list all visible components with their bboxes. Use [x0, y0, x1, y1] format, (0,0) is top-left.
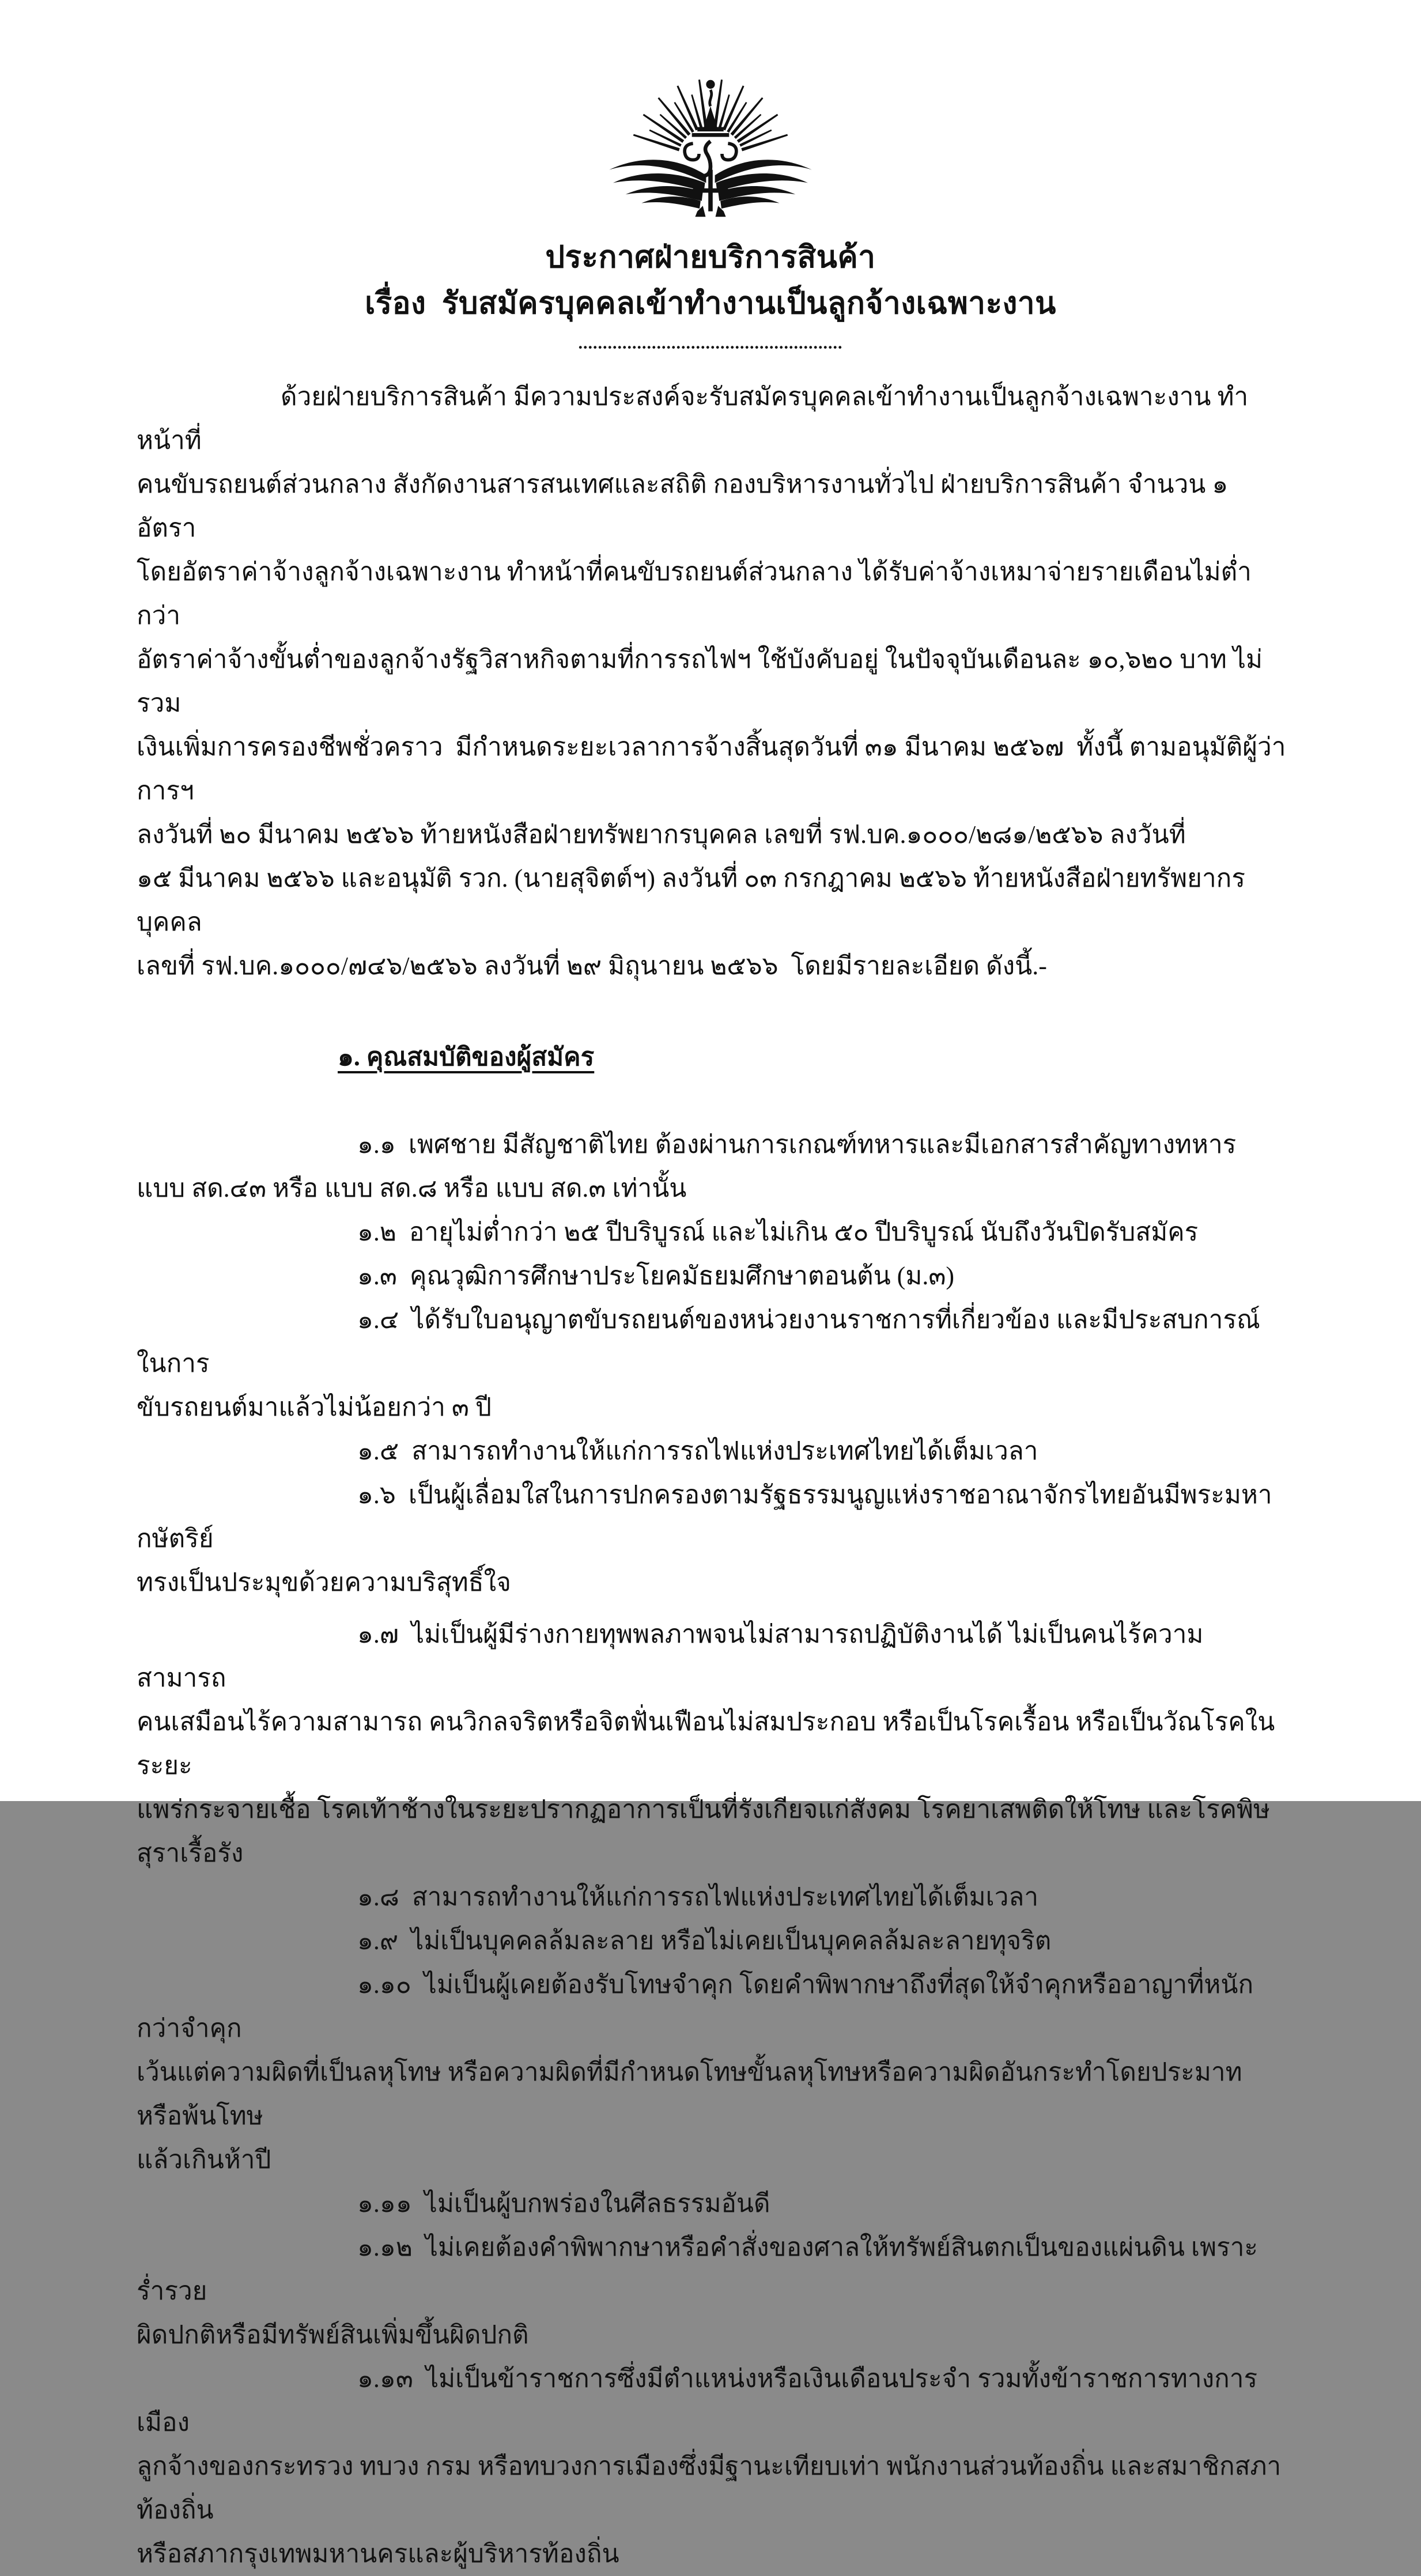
intro-line: เลขที่ รฟ.บค.๑๐๐๐/๗๔๖/๒๕๖๖ ลงวันที่ ๒๙ มิถุนายน ๒๕๖๖ โดยมีรายละเอียด ดังนี้.-	[137, 952, 1047, 980]
document-body	[0, 375, 1421, 2576]
intro-line: เงินเพิ่มการครองชีพชั่วคราว มีกำหนดระยะเวลาการจ้างสิ้นสุดวันที่ ๓๑ มีนาคม ๒๕๖๗ ทั้งนี้ ตามอนุมัติผู้ว่าการฯ	[137, 733, 1286, 805]
item-1-12-line: ผิดปกติหรือมีทรัพย์สินเพิ่มขึ้นผิดปกติ	[137, 2321, 529, 2349]
intro-line: ๑๕ มีนาคม ๒๕๖๖ และอนุมัติ รวก. (นายสุจิตต์ฯ) ลงวันที่ ๐๓ กรกฎาคม ๒๕๖๖ ท้ายหนังสือฝ่ายทรัพยากรบุคคล	[137, 864, 1245, 936]
item-1-5-line: ๑.๕ สามารถทำงานให้แก่การรถไฟแห่งประเทศไทยได้เต็มเวลา	[357, 1437, 1038, 1465]
intro-line: อัตราค่าจ้างขั้นต่ำของลูกจ้างรัฐวิสาหกิจตามที่การรถไฟฯ ใช้บังคับอยู่ ในปัจจุบันเดือนละ ๑๐,๖๒๐ บาท ไม่รวม	[137, 645, 1263, 717]
title-block	[0, 234, 1421, 327]
item-1-10-line: แล้วเกินห้าปี	[137, 2146, 271, 2174]
item-1-7-line: ๑.๗ ไม่เป็นผู้มีร่างกายทุพพลภาพจนไม่สามารถปฏิบัติงานได้ ไม่เป็นคนไร้ความสามารถ	[137, 1620, 1204, 1692]
item-1-13-line: ๑.๑๓ ไม่เป็นข้าราชการซึ่งมีตำแหน่งหรือเงินเดือนประจำ รวมทั้งข้าราชการทางการเมือง	[137, 2365, 1258, 2437]
item-1-9-line: ๑.๙ ไม่เป็นบุคคลล้มละลาย หรือไม่เคยเป็นบุคคลล้มละลายทุจริต	[357, 1927, 1052, 1955]
intro-line: ลงวันที่ ๒๐ มีนาคม ๒๕๖๖ ท้ายหนังสือฝ่ายทรัพยากรบุคคล เลขที่ รฟ.บค.๑๐๐๐/๒๘๑/๒๕๖๖ ลงวันที่	[137, 820, 1186, 849]
section1-heading-text: ๑. คุณสมบัติของผู้สมัคร	[338, 1043, 595, 1071]
document-subject: เรื่อง รับสมัครบุคคลเข้าทำงานเป็นลูกจ้างเฉพาะงาน	[365, 287, 1056, 320]
item-1-4-line: ขับรถยนต์มาแล้วไม่น้อยกว่า ๓ ปี	[137, 1393, 492, 1421]
item-1-7-line: แพร่กระจายเชื้อ โรคเท้าช้างในระยะปรากฏอาการเป็นที่รังเกียจแก่สังคม โรคยาเสพติดให้โทษ และโรคพิษสุราเรื้อรัง	[137, 1795, 1271, 1867]
item-1-4-line: ๑.๔ ได้รับใบอนุญาตขับรถยนต์ของหน่วยงานราชการที่เกี่ยวข้อง และมีประสบการณ์ในการ	[137, 1306, 1260, 1378]
item-1-13-line: หรือสภากรุงเทพมหานครและผู้บริหารท้องถิ่น	[137, 2540, 619, 2568]
railway-emblem-logo	[601, 45, 820, 231]
item-1-12-line: ๑.๑๒ ไม่เคยต้องคำพิพากษาหรือคำสั่งของศาลให้ทรัพย์สินตกเป็นของแผ่นดิน เพราะร่ำรวย	[137, 2233, 1259, 2305]
item-1-6-line: ๑.๖ เป็นผู้เลื่อมใสในการปกครองตามรัฐธรรมนูญแห่งราชอาณาจักรไทยอันมีพระมหากษัตริย์	[137, 1481, 1272, 1553]
item-1-1-line: แบบ สด.๔๓ หรือ แบบ สด.๘ หรือ แบบ สด.๓ เท่านั้น	[137, 1174, 687, 1202]
item-1-13-line: ลูกจ้างของกระทรวง ทบวง กรม หรือทบวงการเมืองซึ่งมีฐานะเทียบเท่า พนักงานส่วนท้องถิ่น และสมาชิกสภาท้องถิ่น	[137, 2452, 1282, 2524]
item-1-10-line: ๑.๑๐ ไม่เป็นผู้เคยต้องรับโทษจำคุก โดยคำพิพากษาถึงที่สุดให้จำคุกหรืออาญาที่หนักกว่าจำคุก	[137, 1970, 1254, 2042]
intro-line: โดยอัตราค่าจ้างลูกจ้างเฉพาะงาน ทำหน้าที่คนขับรถยนต์ส่วนกลาง ได้รับค่าจ้างเหมาจ่ายรายเดือนไม่ต่ำกว่า	[137, 558, 1252, 630]
intro-line: ด้วยฝ่ายบริการสินค้า มีความประสงค์จะรับสมัครบุคคลเข้าทำงานเป็นลูกจ้างเฉพาะงาน ทำหน้าที่	[137, 383, 1249, 455]
item-1-3-line: ๑.๓ คุณวุฒิการศึกษาประโยคมัธยมศึกษาตอนต้น (ม.๓)	[357, 1262, 955, 1290]
item-1-11-line: ๑.๑๑ ไม่เป็นผู้บกพร่องในศีลธรรมอันดี	[357, 2189, 770, 2218]
item-1-1-line: ๑.๑ เพศชาย มีสัญชาติไทย ต้องผ่านการเกณฑ์ทหารและมีเอกสารสำคัญทางทหาร	[357, 1130, 1237, 1159]
item-1-2-line: ๑.๒ อายุไม่ต่ำกว่า ๒๕ ปีบริบูรณ์ และไม่เกิน ๕๐ ปีบริบูรณ์ นับถึงวันปิดรับสมัคร	[357, 1218, 1199, 1246]
logo-container	[0, 0, 1421, 231]
item-1-6-line: ทรงเป็นประมุขด้วยความบริสุทธิ์ใจ	[137, 1568, 511, 1597]
item-1-10-line: เว้นแต่ความผิดที่เป็นลหุโทษ หรือความผิดที่มีกำหนดโทษขั้นลหุโทษหรือความผิดอันกระทำโดยประมาท หรือพ้นโทษ	[137, 2058, 1249, 2130]
item-1-7-line: คนเสมือนไร้ความสามารถ คนวิกลจริตหรือจิตฟั่นเฟือนไม่สมประกอบ หรือเป็นโรคเรื้อน หรือเป็นวัณโรคในระยะ	[137, 1708, 1275, 1780]
document-title: ประกาศฝ่ายบริการสินค้า	[545, 241, 876, 274]
intro-line: คนขับรถยนต์ส่วนกลาง สังกัดงานสารสนเทศและสถิติ กองบริหารงานทั่วไป ฝ่ายบริการสินค้า จำนวน ๑ อัตรา	[137, 470, 1235, 542]
section1-heading	[137, 992, 1289, 1123]
dotted-divider: ......................................................	[578, 334, 843, 353]
item-1-8-line: ๑.๘ สามารถทำงานให้แก่การรถไฟแห่งประเทศไทยได้เต็มเวลา	[357, 1883, 1039, 1911]
